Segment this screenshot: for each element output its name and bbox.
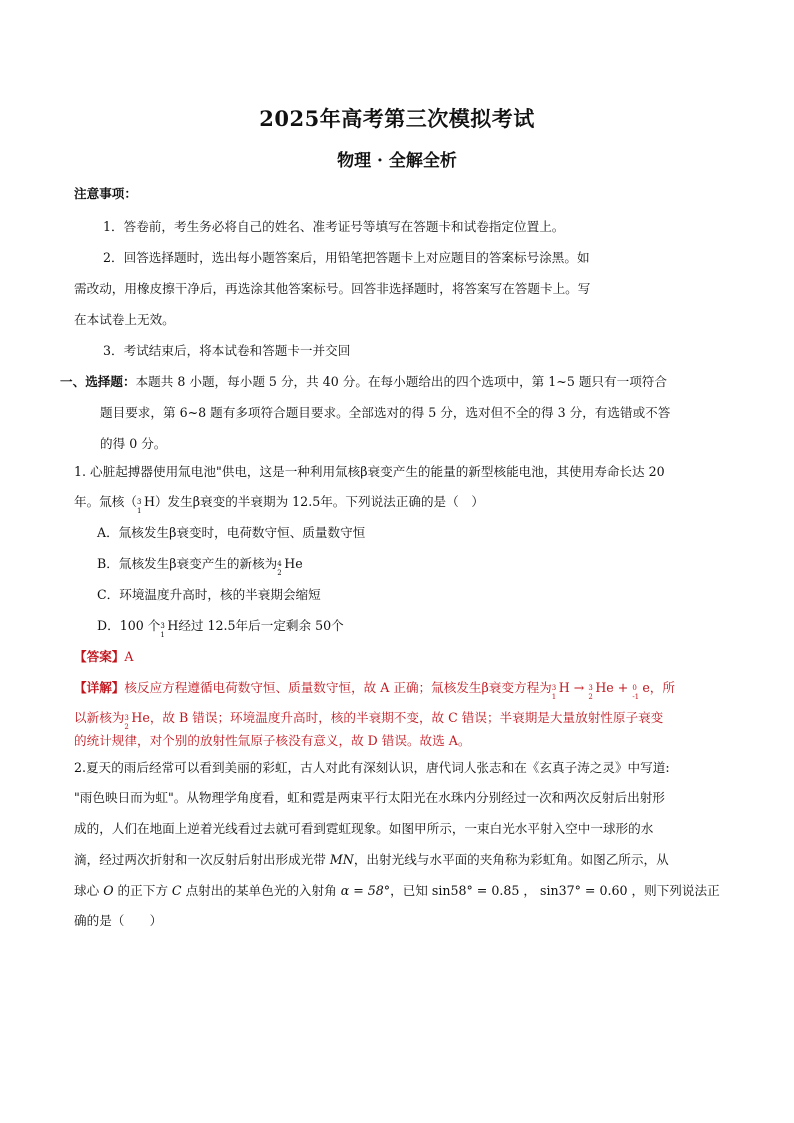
q1-stem-line-1: 1. 心脏起搏器使用氚电池"供电，这是一种利用氚核β衰变产生的能量的新型核能电池，其使用寿命长达 20 (74, 464, 665, 479)
exam-title: 2025年高考第三次模拟考试 (259, 106, 535, 131)
q2-stem-line-1: 2.夏天的雨后经常可以看到美丽的彩虹，古人对此有深刻认识，唐代词人张志和在《玄真子涛之灵》中写道: (74, 760, 670, 775)
notice-item-2-cont: 需改动，用橡皮擦干净后，再选涂其他答案标号。回答非选择题时，将答案写在答题卡上。写 (74, 281, 591, 296)
notice-item-3: 3．考试结束后，将本试卷和答题卡一并交回 (103, 343, 351, 358)
q1-option-d: D．100 个 3 1 H经过 12.5年后一定剩余 50个 (97, 618, 344, 639)
q2-stem-line-2: "雨色映日而为虹"。从物理学角度看，虹和霓是两束平行太阳光在水珠内分别经过一次和两次反射后出射形 (74, 790, 665, 805)
q2-stem-line-6: 确的是（ ） (74, 913, 163, 928)
isotope-helium: 4 2 (277, 559, 282, 577)
notice-item-2: 2．回答选择题时，选出每小题答案后，用铅笔把答题卡上对应题目的答案标号涂黑。如 (103, 250, 590, 265)
q1-option-b: B．氚核发生β衰变产生的新核为 4 2 He (97, 556, 303, 577)
answer-tag: 【答案】 (74, 649, 125, 664)
q2-stem-line-4: 滴，经过两次折射和一次反射后射出形成光带 MN，出射光线与水平面的夹角称为彩虹角。如图乙所示，从 (74, 852, 669, 867)
notice-heading: 注意事项： (74, 186, 137, 201)
q1-detail-line-1: 【详解】核反应方程遵循电荷数守恒、质量数守恒，故 A 正确；氚核发生β衰变方程为 3 1 H → 3 2 He + 0 -1 e，所 (74, 680, 675, 701)
section-label: 一、选择题： (60, 374, 136, 389)
q1-answer (74, 649, 133, 665)
section-intro-line-3: 的得 0 分。 (100, 436, 167, 451)
q1-detail-line-2: 以新核为 3 2 He，故 B 错误；环境温度升高时，核的半衰期不变，故 C 错误；半衰期是大量放射性原子衰变 (74, 710, 664, 731)
section-intro-text: 本题共 8 小题，每小题 5 分，共 40 分。在每小题给出的四个选项中，第 1~5 题只有一项符合 (135, 374, 667, 389)
section-intro-line-2: 题目要求，第 6~8 题有多项符合题目要求。全部选对的得 5 分，选对但不全的得 3 分，有选错或不答 (100, 405, 671, 420)
isotope-tritium: 3 1 (136, 497, 142, 515)
q2-stem-line-3: 成的，人们在地面上逆着光线看过去就可看到霓虹现象。如图甲所示，一束白光水平射入空中一球形的水 (74, 821, 654, 836)
q1-stem-line-2: 年。氚核（ 3 1 H）发生β衰变的半衰期为 12.5年。下列说法正确的是（ ） (74, 494, 484, 515)
q1-detail-line-3: 的统计规律，对个别的放射性氚原子核没有意义，故 D 错误。故选 A。 (74, 733, 471, 748)
notice-item-2-end: 在本试卷上无效。 (74, 312, 175, 327)
detail-tag: 【详解】 (74, 680, 125, 695)
section-intro-line-1 (60, 374, 667, 390)
notice-item-1: 1．答卷前，考生务必将自己的姓名、准考证号等填写在答题卡和试卷指定位置上。 (103, 219, 565, 234)
q1-option-c: C．环境温度升高时，核的半衰期会缩短 (97, 587, 321, 602)
exam-subtitle: 物理 · 全解全析 (337, 151, 457, 171)
answer-value: A (124, 649, 134, 664)
isotope-tritium: 3 1 (160, 621, 165, 639)
q1-option-a: A．氚核发生β衰变时，电荷数守恒、质量数守恒 (97, 525, 366, 540)
q2-stem-line-5: 球心 O 的正下方 C 点射出的某单色光的入射角 α = 58°，已知 sin58° = 0.85 ， sin37° = 0.60 ，则下列说法正 (74, 883, 720, 898)
